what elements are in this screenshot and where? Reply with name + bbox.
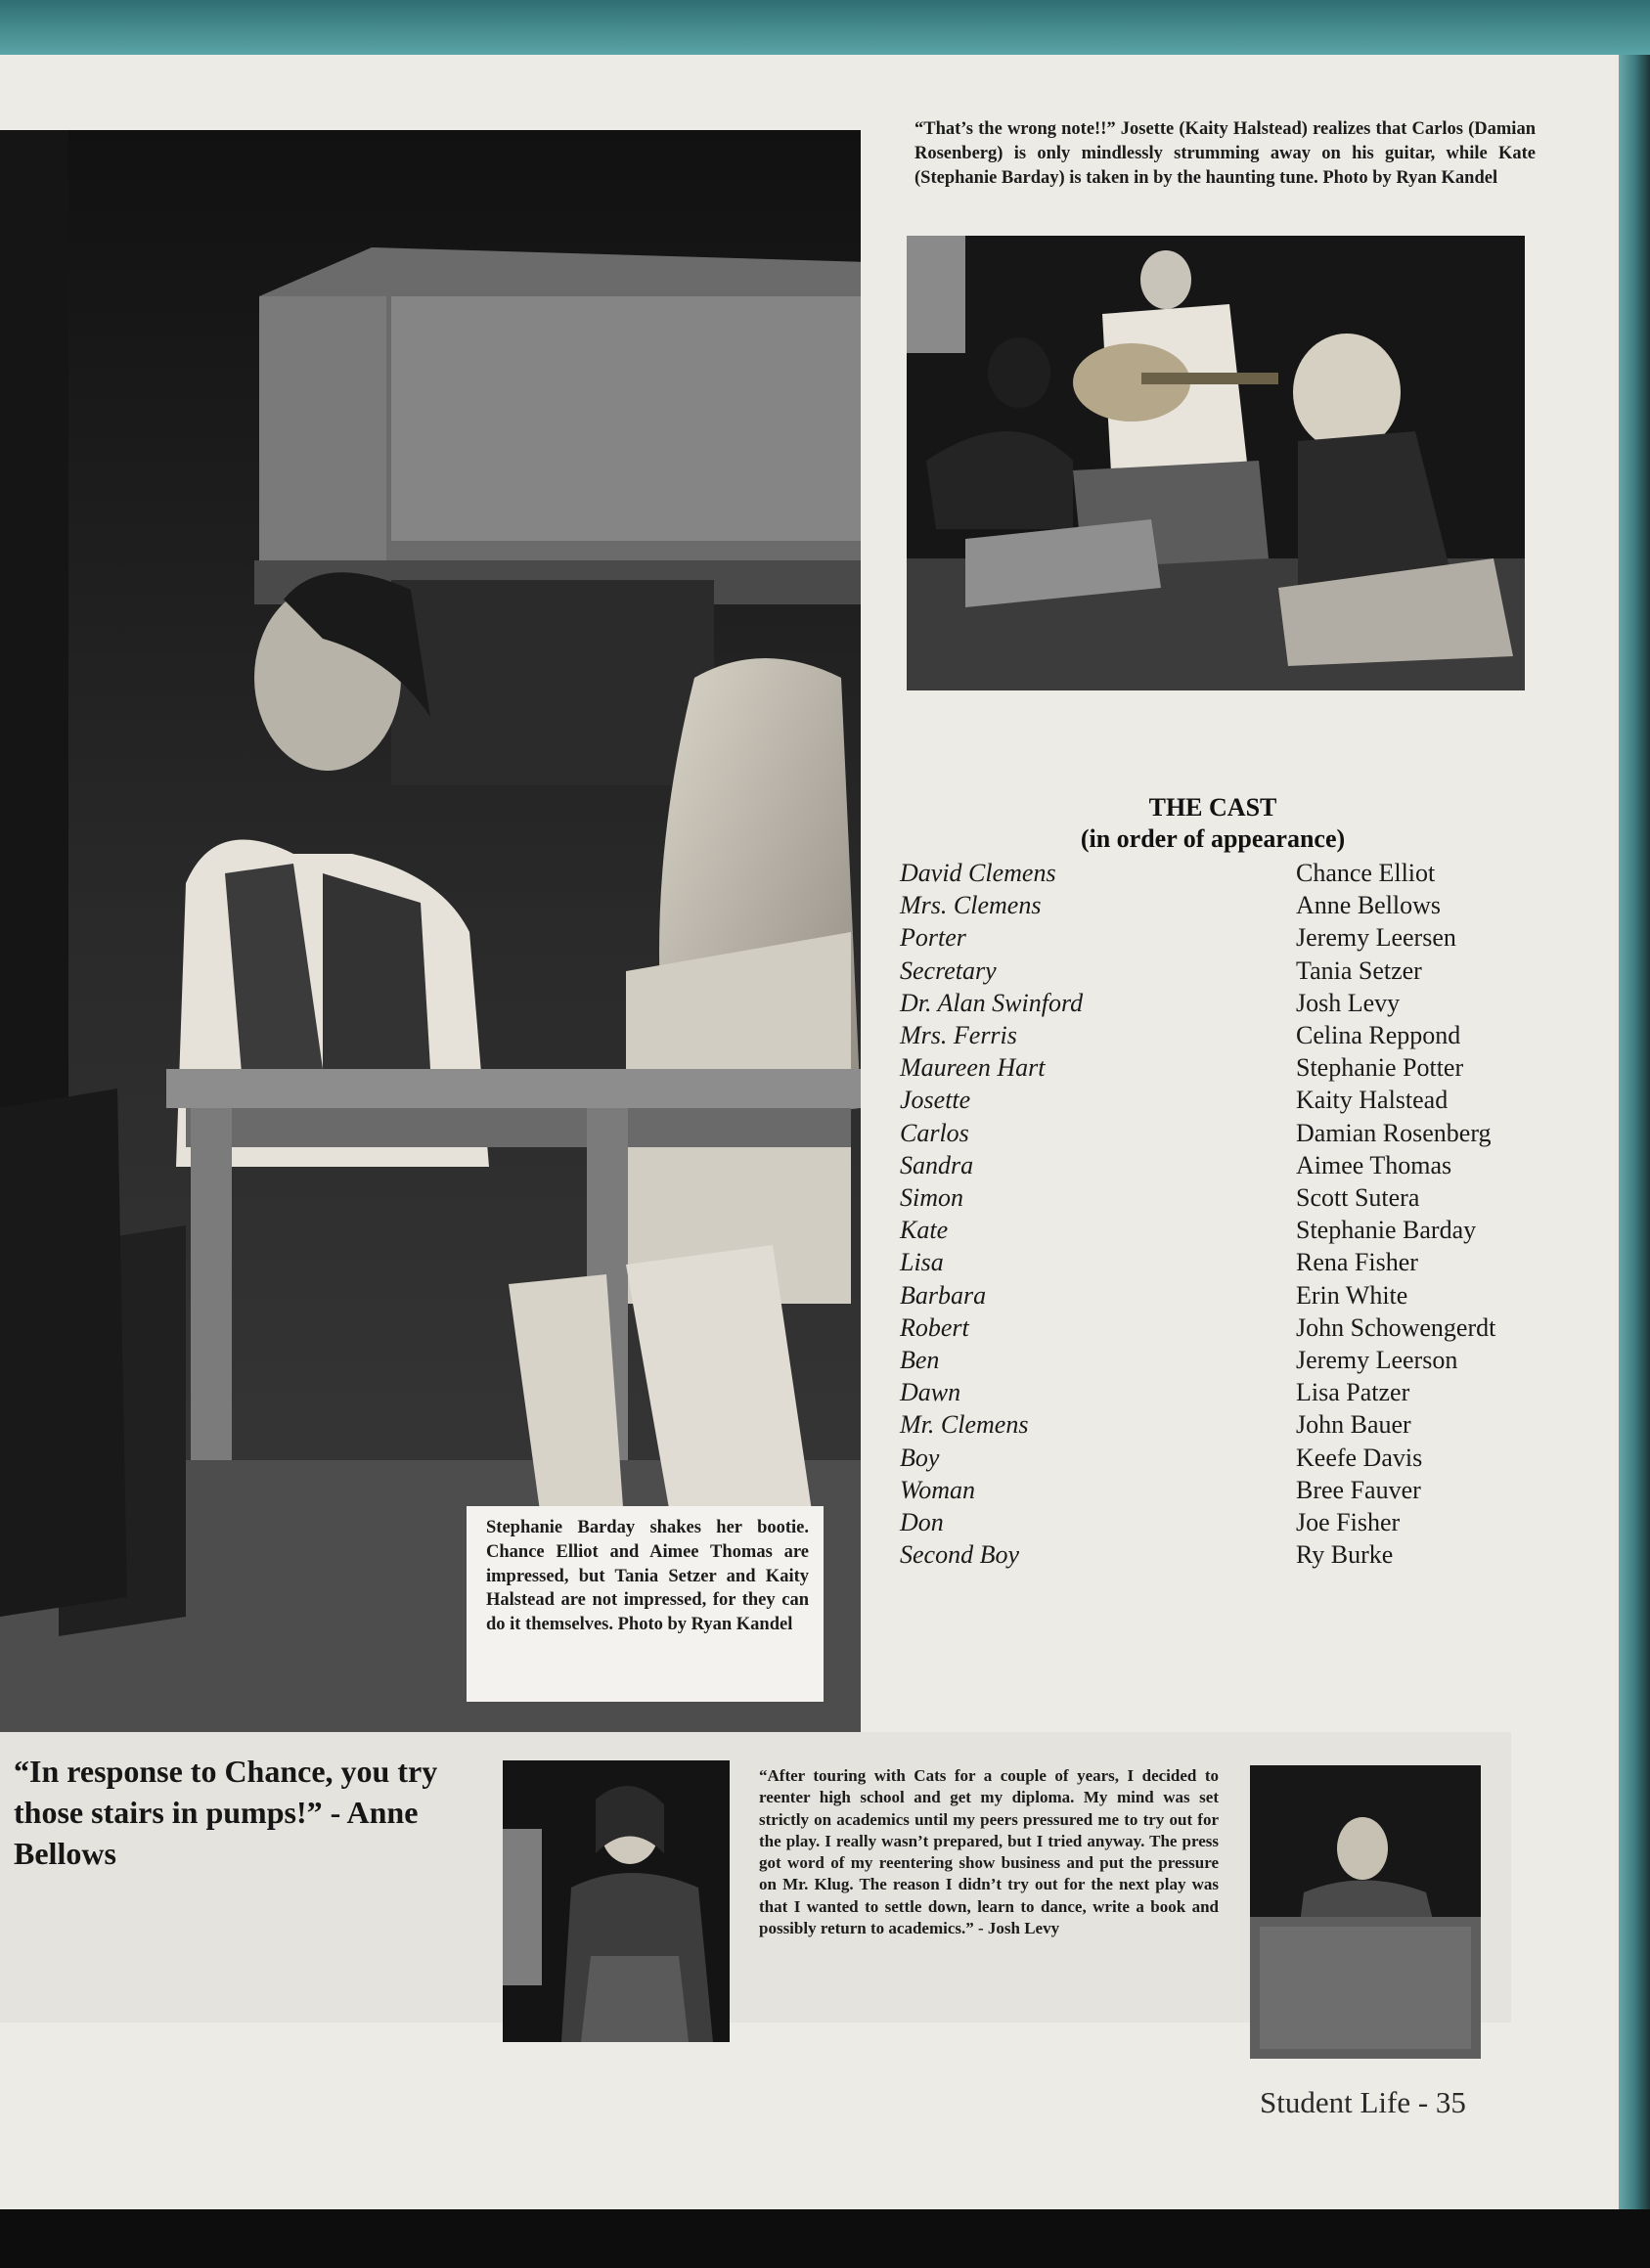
- cast-role: Mr. Clemens: [900, 1410, 1029, 1440]
- cast-actor: Josh Levy: [1296, 988, 1401, 1017]
- anne-bellows-photo: [503, 1760, 730, 2042]
- cast-actor: John Schowengerdt: [1296, 1312, 1496, 1342]
- cast-actor: Joe Fisher: [1296, 1508, 1401, 1536]
- josh-levy-photo-art: [1250, 1765, 1481, 2059]
- cast-role: Dawn: [900, 1378, 961, 1407]
- cast-role: Maureen Hart: [900, 1053, 1046, 1083]
- cast-role: Carlos: [900, 1118, 969, 1147]
- cast-row: [900, 1281, 1506, 1313]
- main-stage-photo: [0, 130, 861, 1732]
- cast-row: [900, 1410, 1506, 1443]
- cast-row: [900, 1346, 1506, 1378]
- scan-top-edge: [0, 0, 1650, 55]
- cast-row: [900, 989, 1506, 1021]
- cast-title: [1037, 792, 1389, 855]
- cast-row: [900, 1313, 1506, 1346]
- guitar-scene-photo-art: [907, 236, 1525, 690]
- cast-actor: Chance Elliot: [1296, 859, 1436, 887]
- cast-role: Woman: [900, 1475, 976, 1504]
- cast-actor: Jeremy Leersen: [1296, 923, 1456, 953]
- cast-heading: THE CAST: [1148, 793, 1277, 822]
- cast-role: Simon: [900, 1183, 963, 1212]
- josh-levy-quote: “After touring with Cats for a couple of years, I decided to reenter high school and get my diploma. My mind was set strictly on academics until my peers pressured me to try out for the play. I really wasn’t prepared, but I tried anyway. The press got word of my reentering show business and put the pressure on Mr. Klug. The reason I didn’t try out for the next play was that I wanted to settle down, learn to dance, write a book and possibly return to academics.” - Josh Levy: [759, 1766, 1219, 1937]
- cast-actor: Aimee Thomas: [1296, 1150, 1452, 1179]
- cast-row: [900, 1183, 1506, 1216]
- cast-role: Josette: [900, 1086, 971, 1115]
- cast-row: [900, 1216, 1506, 1248]
- josh-levy-photo: [1250, 1765, 1481, 2059]
- cast-row: [900, 956, 1506, 989]
- cast-actor: Lisa Patzer: [1296, 1378, 1410, 1407]
- cast-role: Mrs. Ferris: [900, 1021, 1017, 1049]
- cast-row: [900, 891, 1506, 923]
- cast-role: David Clemens: [900, 859, 1056, 887]
- cast-actor: Keefe Davis: [1296, 1443, 1423, 1472]
- cast-role: Second Boy: [900, 1540, 1020, 1570]
- main-photo-caption-box: [467, 1506, 824, 1702]
- page-footer: Student Life - 35: [1260, 2085, 1466, 2119]
- cast-actor: Celina Reppond: [1296, 1021, 1461, 1049]
- cast-row: [900, 1508, 1506, 1540]
- cast-subheading: (in order of appearance): [1080, 824, 1346, 853]
- cast-actor: Scott Sutera: [1296, 1183, 1420, 1212]
- cast-actor: Rena Fisher: [1296, 1248, 1418, 1277]
- cast-row: [900, 1476, 1506, 1508]
- cast-role: Don: [900, 1508, 944, 1536]
- cast-role: Barbara: [900, 1280, 987, 1310]
- main-stage-photo-art: [0, 130, 861, 1732]
- cast-actor: Erin White: [1296, 1280, 1408, 1310]
- cast-row: [900, 1378, 1506, 1410]
- cast-row: [900, 1119, 1506, 1151]
- cast-row: [900, 923, 1506, 956]
- cast-actor: Stephanie Potter: [1296, 1053, 1464, 1083]
- cast-actor: Jeremy Leerson: [1296, 1346, 1458, 1374]
- cast-role: Robert: [900, 1312, 969, 1342]
- cast-row: [900, 1444, 1506, 1476]
- cast-actor: Kaity Halstead: [1296, 1086, 1449, 1115]
- cast-row: [900, 1053, 1506, 1086]
- cast-actor: Stephanie Barday: [1296, 1216, 1477, 1245]
- cast-role: Mrs. Clemens: [900, 891, 1042, 920]
- anne-bellows-quote: “In response to Chance, you try those stairs in pumps!” - Anne Bellows: [14, 1754, 438, 1871]
- cast-row: [900, 859, 1506, 891]
- cast-actor: Anne Bellows: [1296, 891, 1442, 920]
- main-photo-caption: Stephanie Barday shakes her bootie. Chance Elliot and Aimee Thomas are impressed, but Tania Setzer and Kaity Halstead are not impressed, for they can do it themselves. Photo by Ryan Kandel: [486, 1518, 809, 1635]
- cast-row: [900, 1021, 1506, 1053]
- top-photo-caption: “That’s the wrong note!!” Josette (Kaity Halstead) realizes that Carlos (Damian Rosenberg) is only mindlessly strumming away on his guitar, while Kate (Stephanie Barday) is taken in by the haunting tune. Photo by Ryan Kandel: [914, 119, 1536, 188]
- cast-role: Ben: [900, 1346, 940, 1374]
- guitar-scene-photo: [907, 236, 1525, 690]
- cast-actor: Ry Burke: [1296, 1540, 1394, 1570]
- anne-bellows-photo-art: [503, 1760, 730, 2042]
- cast-row: [900, 1086, 1506, 1118]
- cast-actor: Tania Setzer: [1296, 956, 1422, 985]
- cast-role: Kate: [900, 1216, 949, 1245]
- cast-row: [900, 1248, 1506, 1280]
- cast-role: Boy: [900, 1443, 940, 1472]
- cast-row: [900, 1151, 1506, 1183]
- cast-actor: Bree Fauver: [1296, 1475, 1421, 1504]
- cast-actor: John Bauer: [1296, 1410, 1411, 1440]
- cast-role: Sandra: [900, 1150, 974, 1179]
- cast-role: Dr. Alan Swinford: [900, 988, 1084, 1017]
- cast-row: [900, 1540, 1506, 1573]
- page-spine-edge: [1619, 55, 1650, 2209]
- cast-role: Lisa: [900, 1248, 944, 1277]
- cast-role: Porter: [900, 923, 966, 953]
- cast-role: Secretary: [900, 956, 997, 985]
- cast-actor: Damian Rosenberg: [1296, 1118, 1492, 1147]
